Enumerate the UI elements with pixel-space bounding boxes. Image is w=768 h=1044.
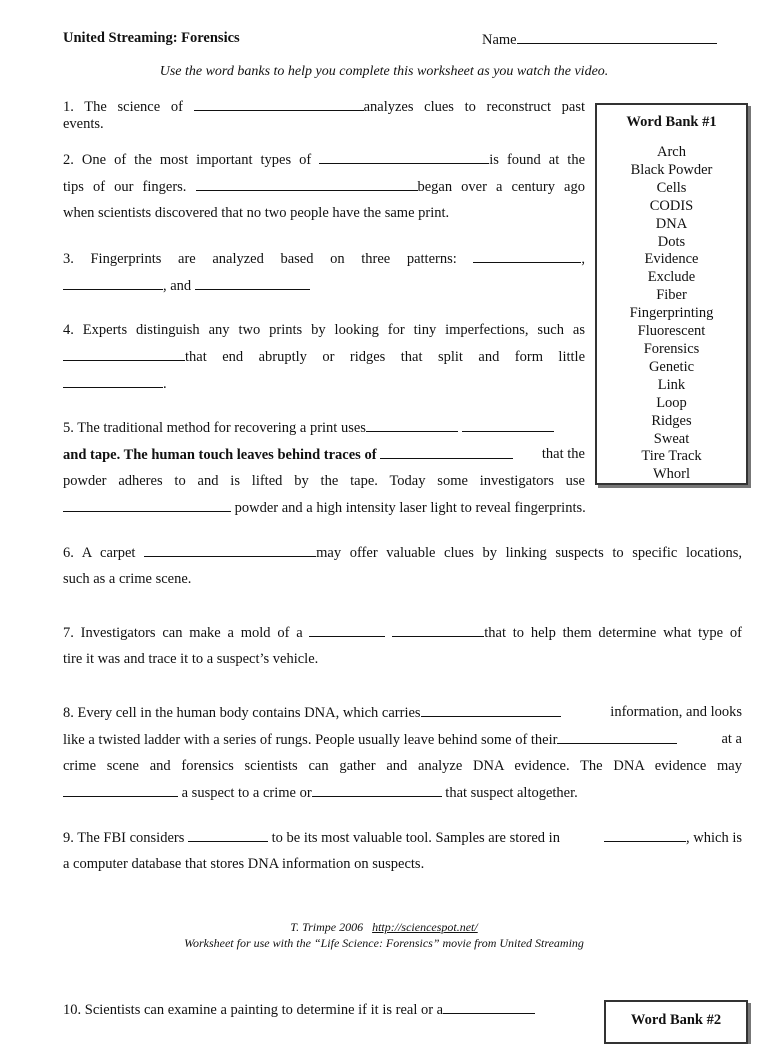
word-bank-word: Sweat bbox=[653, 430, 690, 447]
question-5-line-1: 5. The traditional method for recovering a print uses bbox=[63, 418, 554, 437]
answer-blank[interactable] bbox=[188, 828, 268, 842]
answer-blank[interactable] bbox=[312, 783, 442, 797]
word-bank-1-list bbox=[597, 144, 746, 484]
word-bank-word: Cells bbox=[656, 179, 687, 196]
credit-text: T. Trimpe 2006 bbox=[290, 920, 364, 934]
instructions: Use the word banks to help you complete this worksheet as you watch the video. bbox=[159, 64, 609, 79]
question-4-line-1: 4. Experts distinguish any two prints by looking for tiny imperfections, such as bbox=[63, 322, 585, 338]
question-10-line-1: 10. Scientists can examine a painting to determine if it is real or a bbox=[63, 1000, 535, 1019]
word-bank-word: CODIS bbox=[649, 197, 694, 214]
question-7-line-2: tire it was and trace it to a suspect’s vehicle. bbox=[63, 651, 319, 667]
word-bank-word: Black Powder bbox=[630, 161, 713, 178]
answer-blank[interactable] bbox=[473, 249, 581, 263]
question-5-line-2: and tape. The human touch leaves behind traces of that the bbox=[63, 446, 585, 463]
word-bank-word: Forensics bbox=[643, 340, 700, 357]
question-9-line-1: 9. The FBI considers to be its most valuable tool. Samples are stored in , which is bbox=[63, 830, 742, 846]
question-9-line-2: a computer database that stores DNA information on suspects. bbox=[63, 856, 425, 872]
question-3-line-1: 3. Fingerprints are analyzed based on three patterns: , bbox=[63, 251, 586, 267]
answer-blank[interactable] bbox=[366, 418, 458, 432]
answer-blank[interactable] bbox=[63, 276, 163, 290]
answer-blank[interactable] bbox=[421, 703, 561, 717]
question-5-line-4: powder and a high intensity laser light to reveal fingerprints. bbox=[63, 498, 586, 517]
question-8-line-1: 8. Every cell in the human body contains DNA, which carries information, and looks bbox=[63, 704, 742, 721]
word-bank-word: Whorl bbox=[652, 466, 691, 483]
question-5-line-3: powder adheres to and is lifted by the tape. Today some investigators use bbox=[63, 473, 585, 489]
question-6-line-1: 6. A carpet may offer valuable clues by linking suspects to specific locations, bbox=[63, 545, 742, 561]
worksheet-note: Worksheet for use with the “Life Science: Forensics” movie from United Streaming bbox=[184, 936, 584, 950]
word-bank-2-title: Word Bank #2 bbox=[630, 1012, 722, 1028]
word-bank-2 bbox=[604, 1000, 748, 1044]
word-bank-word: Fluorescent bbox=[637, 323, 706, 340]
word-bank-word: Ridges bbox=[651, 412, 692, 429]
question-2-line-2: tips of our fingers. began over a century ago bbox=[63, 179, 585, 195]
word-bank-word: Dots bbox=[657, 233, 686, 250]
worksheet-title: United Streaming: Forensics bbox=[63, 30, 240, 46]
word-bank-word: Tire Track bbox=[641, 448, 702, 465]
question-1-line-1: 1. The science of analyzes clues to reconstruct past bbox=[63, 99, 585, 115]
word-bank-word: Loop bbox=[656, 394, 687, 411]
word-bank-word: Link bbox=[657, 376, 686, 393]
question-2-line-3: when scientists discovered that no two people have the same print. bbox=[63, 205, 450, 221]
answer-blank[interactable] bbox=[604, 828, 686, 842]
question-8-line-2: like a twisted ladder with a series of rungs. People usually leave behind some of their at a bbox=[63, 731, 742, 748]
question-8-line-3: crime scene and forensics scientists can gather and analyze DNA evidence. The DNA evidence may bbox=[63, 758, 742, 774]
answer-blank[interactable] bbox=[380, 445, 513, 459]
credit-line bbox=[0, 920, 768, 935]
word-bank-1 bbox=[595, 103, 748, 485]
question-4-line-2: that end abruptly or ridges that split and form little bbox=[63, 347, 585, 365]
word-bank-word: Arch bbox=[657, 144, 686, 160]
answer-blank[interactable] bbox=[557, 730, 677, 744]
word-bank-1-title: Word Bank #1 bbox=[626, 114, 717, 130]
answer-blank[interactable] bbox=[63, 347, 185, 361]
answer-blank[interactable] bbox=[63, 374, 163, 388]
word-bank-word: Evidence bbox=[644, 251, 699, 268]
answer-blank[interactable] bbox=[194, 97, 364, 111]
answer-blank[interactable] bbox=[392, 623, 484, 637]
answer-blank[interactable] bbox=[63, 498, 231, 512]
name-field[interactable] bbox=[482, 30, 717, 49]
question-6-line-2: such as a crime scene. bbox=[63, 571, 192, 587]
word-bank-word: DNA bbox=[655, 215, 688, 232]
answer-blank[interactable] bbox=[309, 623, 385, 637]
question-1-line-2: events. bbox=[63, 116, 104, 132]
name-blank[interactable] bbox=[517, 30, 717, 44]
answer-blank[interactable] bbox=[319, 150, 489, 164]
question-3-line-2: , and bbox=[63, 276, 310, 295]
question-2-line-1: 2. One of the most important types of is found at the bbox=[63, 152, 586, 168]
answer-blank[interactable] bbox=[443, 1000, 535, 1014]
answer-blank[interactable] bbox=[63, 783, 178, 797]
word-bank-word: Exclude bbox=[647, 269, 696, 286]
word-bank-word: Genetic bbox=[648, 358, 695, 375]
name-label: Name bbox=[482, 32, 517, 48]
word-bank-word: Fingerprinting bbox=[629, 305, 714, 322]
question-8-line-4: a suspect to a crime or that suspect altogether. bbox=[63, 783, 578, 802]
question-7-line-1: 7. Investigators can make a mold of a that to help them determine what type of bbox=[63, 625, 742, 641]
word-bank-word: Fiber bbox=[656, 287, 687, 304]
answer-blank[interactable] bbox=[196, 177, 418, 191]
answer-blank[interactable] bbox=[195, 276, 310, 290]
question-4-line-3: . bbox=[63, 374, 167, 393]
sciencespot-link[interactable]: http://sciencespot.net/ bbox=[372, 920, 478, 934]
answer-blank[interactable] bbox=[462, 418, 554, 432]
answer-blank[interactable] bbox=[144, 543, 316, 557]
